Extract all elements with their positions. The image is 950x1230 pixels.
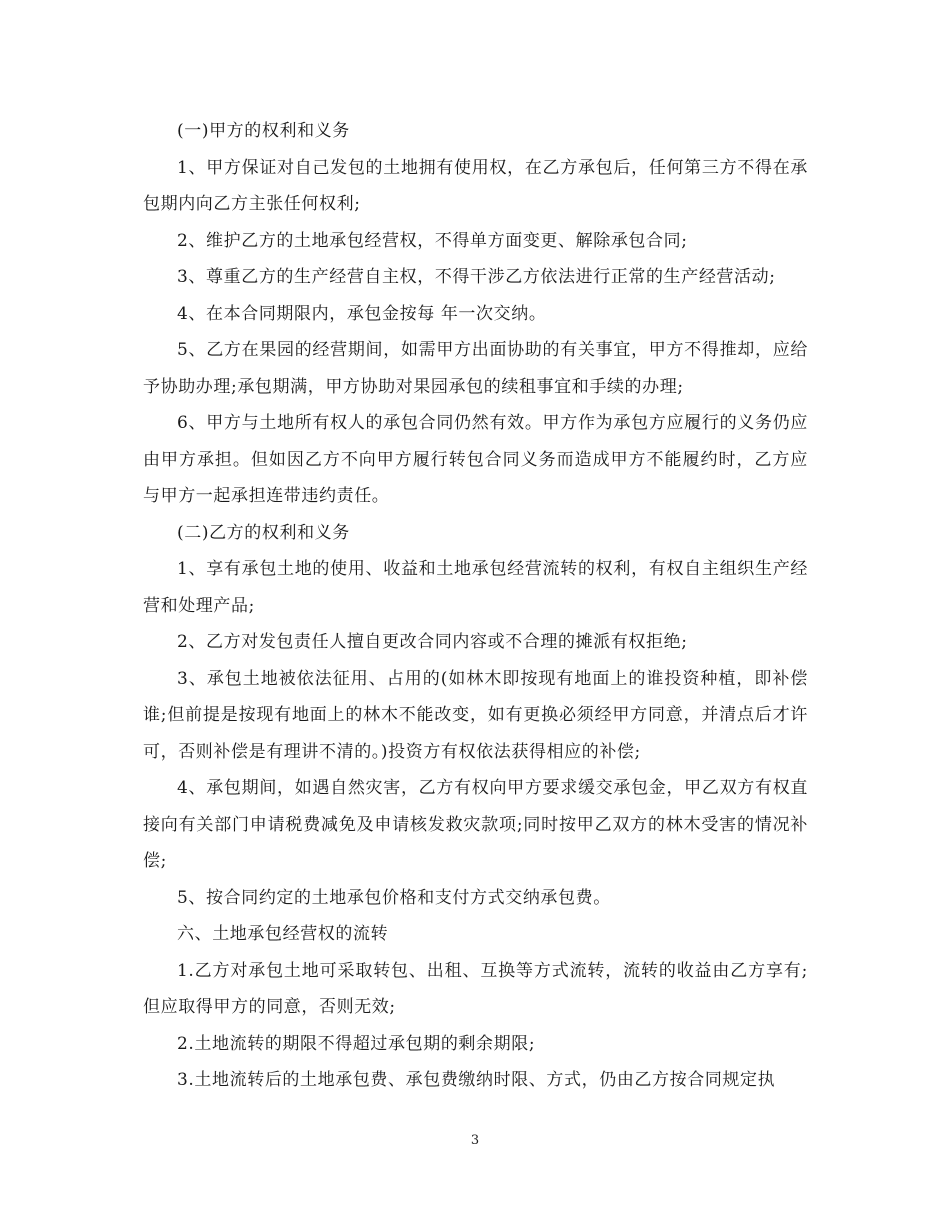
paragraph: 2、乙方对发包责任人擅自更改合同内容或不合理的摊派有权拒绝; [177, 632, 688, 652]
paragraph: 3、尊重乙方的生产经营自主权，不得干涉乙方依法进行正常的生产经营活动; [177, 267, 776, 287]
paragraph: 1、享有承包土地的使用、收益和土地承包经营流转的权利，有权自主组织生产经营和处理产品; [143, 559, 808, 616]
paragraph: 3.土地流转后的土地承包费、承包费缴纳时限、方式，仍由乙方按合同规定执 [177, 1070, 776, 1090]
section-heading-transfer: 六、土地承包经营权的流转 [177, 924, 389, 944]
section-heading-party-a: (一)甲方的权利和义务 [177, 121, 350, 141]
paragraph: 6、甲方与土地所有权人的承包合同仍然有效。甲方作为承包方应履行的义务仍应由甲方承担。但如因乙方不向甲方履行转包合同义务而造成甲方不能履约时，乙方应与甲方一起承担连带违约责任。 [143, 413, 808, 506]
paragraph: 1、甲方保证对自己发包的土地拥有使用权，在乙方承包后，任何第三方不得在承包期内向乙方主张任何权利; [143, 157, 808, 214]
document-body [143, 113, 808, 1099]
paragraph: 3、承包土地被依法征用、占用的(如林木即按现有地面上的谁投资种植，即补偿谁;但前提是按现有地面上的林木不能改变，如有更换必须经甲方同意，并清点后才许可，否则补偿是有理讲不清的。)投资方有权依法获得相应的补偿; [143, 668, 808, 762]
paragraph: 4、在本合同期限内，承包金按每 年一次交纳。 [177, 303, 547, 324]
paragraph: 2.土地流转的期限不得超过承包期的剩余期限; [177, 1033, 536, 1054]
paragraph: 4、承包期间，如遇自然灾害，乙方有权向甲方要求缓交承包金，甲乙双方有权直接向有关部门申请税费减免及申请核发救灾款项;同时按甲乙双方的林木受害的情况补偿; [143, 778, 808, 871]
section-heading-party-b: (二)乙方的权利和义务 [177, 522, 350, 543]
paragraph: 2、维护乙方的土地承包经营权，不得单方面变更、解除承包合同; [177, 230, 688, 251]
page-number: 3 [470, 1133, 480, 1148]
paragraph: 5、乙方在果园的经营期间，如需甲方出面协助的有关事宜，甲方不得推却，应给予协助办理;承包期满，甲方协助对果园承包的续租事宜和手续的办理; [143, 340, 808, 397]
paragraph: 5、按合同约定的土地承包价格和支付方式交纳承包费。 [177, 887, 611, 908]
paragraph: 1.乙方对承包土地可采取转包、出租、互换等方式流转，流转的收益由乙方享有;但应取得甲方的同意，否则无效; [143, 960, 808, 1017]
